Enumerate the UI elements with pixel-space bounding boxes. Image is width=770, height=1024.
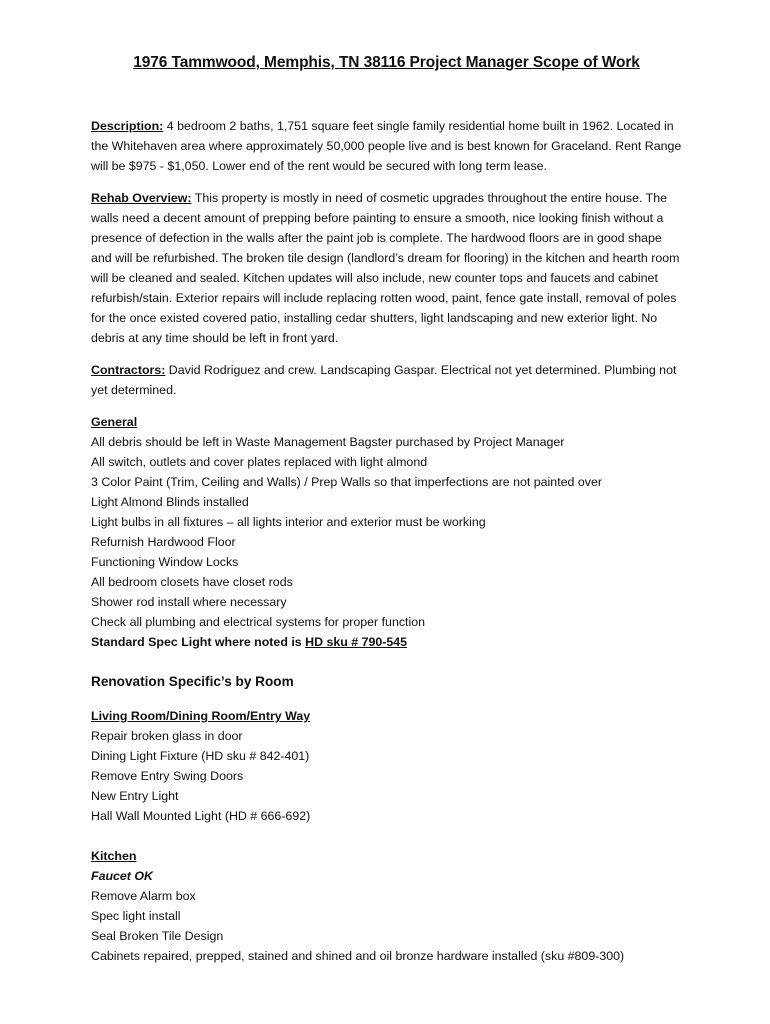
list-item: Check all plumbing and electrical systems for proper function bbox=[91, 615, 426, 629]
contractors-text: David Rodriguez and crew. Landscaping Gaspar. Electrical not yet determined. Plumbing not yet determined. bbox=[91, 363, 677, 397]
list-item: Shower rod install where necessary bbox=[91, 595, 287, 609]
document-title: 1976 Tammwood, Memphis, TN 38116 Project Manager Scope of Work bbox=[133, 54, 640, 71]
list-item: Light Almond Blinds installed bbox=[91, 495, 249, 509]
list-item: Functioning Window Locks bbox=[91, 555, 239, 569]
rehab-overview-paragraph bbox=[91, 188, 682, 348]
list-item: Refurnish Hardwood Floor bbox=[91, 535, 236, 549]
list-item: 3 Color Paint (Trim, Ceiling and Walls) / Prep Walls so that imperfections are not painted over bbox=[91, 475, 602, 489]
rehab-overview-text: This property is mostly in need of cosmetic upgrades throughout the entire house. The walls need a decent amount of prepping before painting to ensure a smooth, nice looking finish without a presence of defection in the walls after the paint job is complete. The hardwood floors are in good shape and will be refurbished. The broken tile design (landlord’s dream for flooring) in the kitchen and hearth room will be cleaned and sealed. Kitchen updates will also include, new counter tops and faucets and cabinet refurbish/stain. Exterior repairs will include replacing rotten wood, paint, fence gate install, removal of poles for the once existed covered patio, installing cedar shutters, light landscaping and new exterior light. No debris at any time should be left in front yard. bbox=[91, 191, 680, 345]
list-item: Repair broken glass in door bbox=[91, 729, 243, 743]
kitchen-list bbox=[91, 866, 682, 966]
list-item: New Entry Light bbox=[91, 789, 179, 803]
living-room-list bbox=[91, 726, 682, 826]
general-heading: General bbox=[91, 415, 138, 429]
list-item: Hall Wall Mounted Light (HD # 666-692) bbox=[91, 809, 311, 823]
list-item: Remove Entry Swing Doors bbox=[91, 769, 244, 783]
living-room-heading: Living Room/Dining Room/Entry Way bbox=[91, 709, 311, 723]
spec-light-prefix: Standard Spec Light where noted is bbox=[91, 635, 306, 649]
contractors-paragraph bbox=[91, 360, 682, 400]
kitchen-note: Faucet OK bbox=[91, 869, 153, 883]
general-list bbox=[91, 432, 682, 652]
list-item: All debris should be left in Waste Management Bagster purchased by Project Manager bbox=[91, 435, 565, 449]
spec-light-sku: HD sku # 790-545 bbox=[305, 635, 408, 649]
renovation-heading: Renovation Specific’s by Room bbox=[91, 674, 294, 689]
spec-light-line bbox=[91, 632, 682, 652]
description-label: Description: bbox=[91, 119, 164, 133]
list-item: Remove Alarm box bbox=[91, 889, 196, 903]
contractors-label: Contractors: bbox=[91, 363, 166, 377]
description-text: 4 bedroom 2 baths, 1,751 square feet single family residential home built in 1962. Located in the Whitehaven area where approximately 50,000 people live and is best known for Graceland. Rent Range will be $975 - $1,050. Lower end of the rent would be secured with long term lease. bbox=[91, 119, 682, 173]
description-paragraph bbox=[91, 116, 682, 176]
list-item: Spec light install bbox=[91, 909, 181, 923]
list-item: All switch, outlets and cover plates replaced with light almond bbox=[91, 455, 428, 469]
rehab-overview-label: Rehab Overview: bbox=[91, 191, 192, 205]
kitchen-heading: Kitchen bbox=[91, 849, 137, 863]
list-item: Seal Broken Tile Design bbox=[91, 929, 224, 943]
list-item: Cabinets repaired, prepped, stained and shined and oil bronze hardware installed (sku #809-300) bbox=[91, 949, 625, 963]
list-item: Dining Light Fixture (HD sku # 842-401) bbox=[91, 749, 310, 763]
list-item: All bedroom closets have closet rods bbox=[91, 575, 293, 589]
list-item: Light bulbs in all fixtures – all lights interior and exterior must be working bbox=[91, 515, 486, 529]
